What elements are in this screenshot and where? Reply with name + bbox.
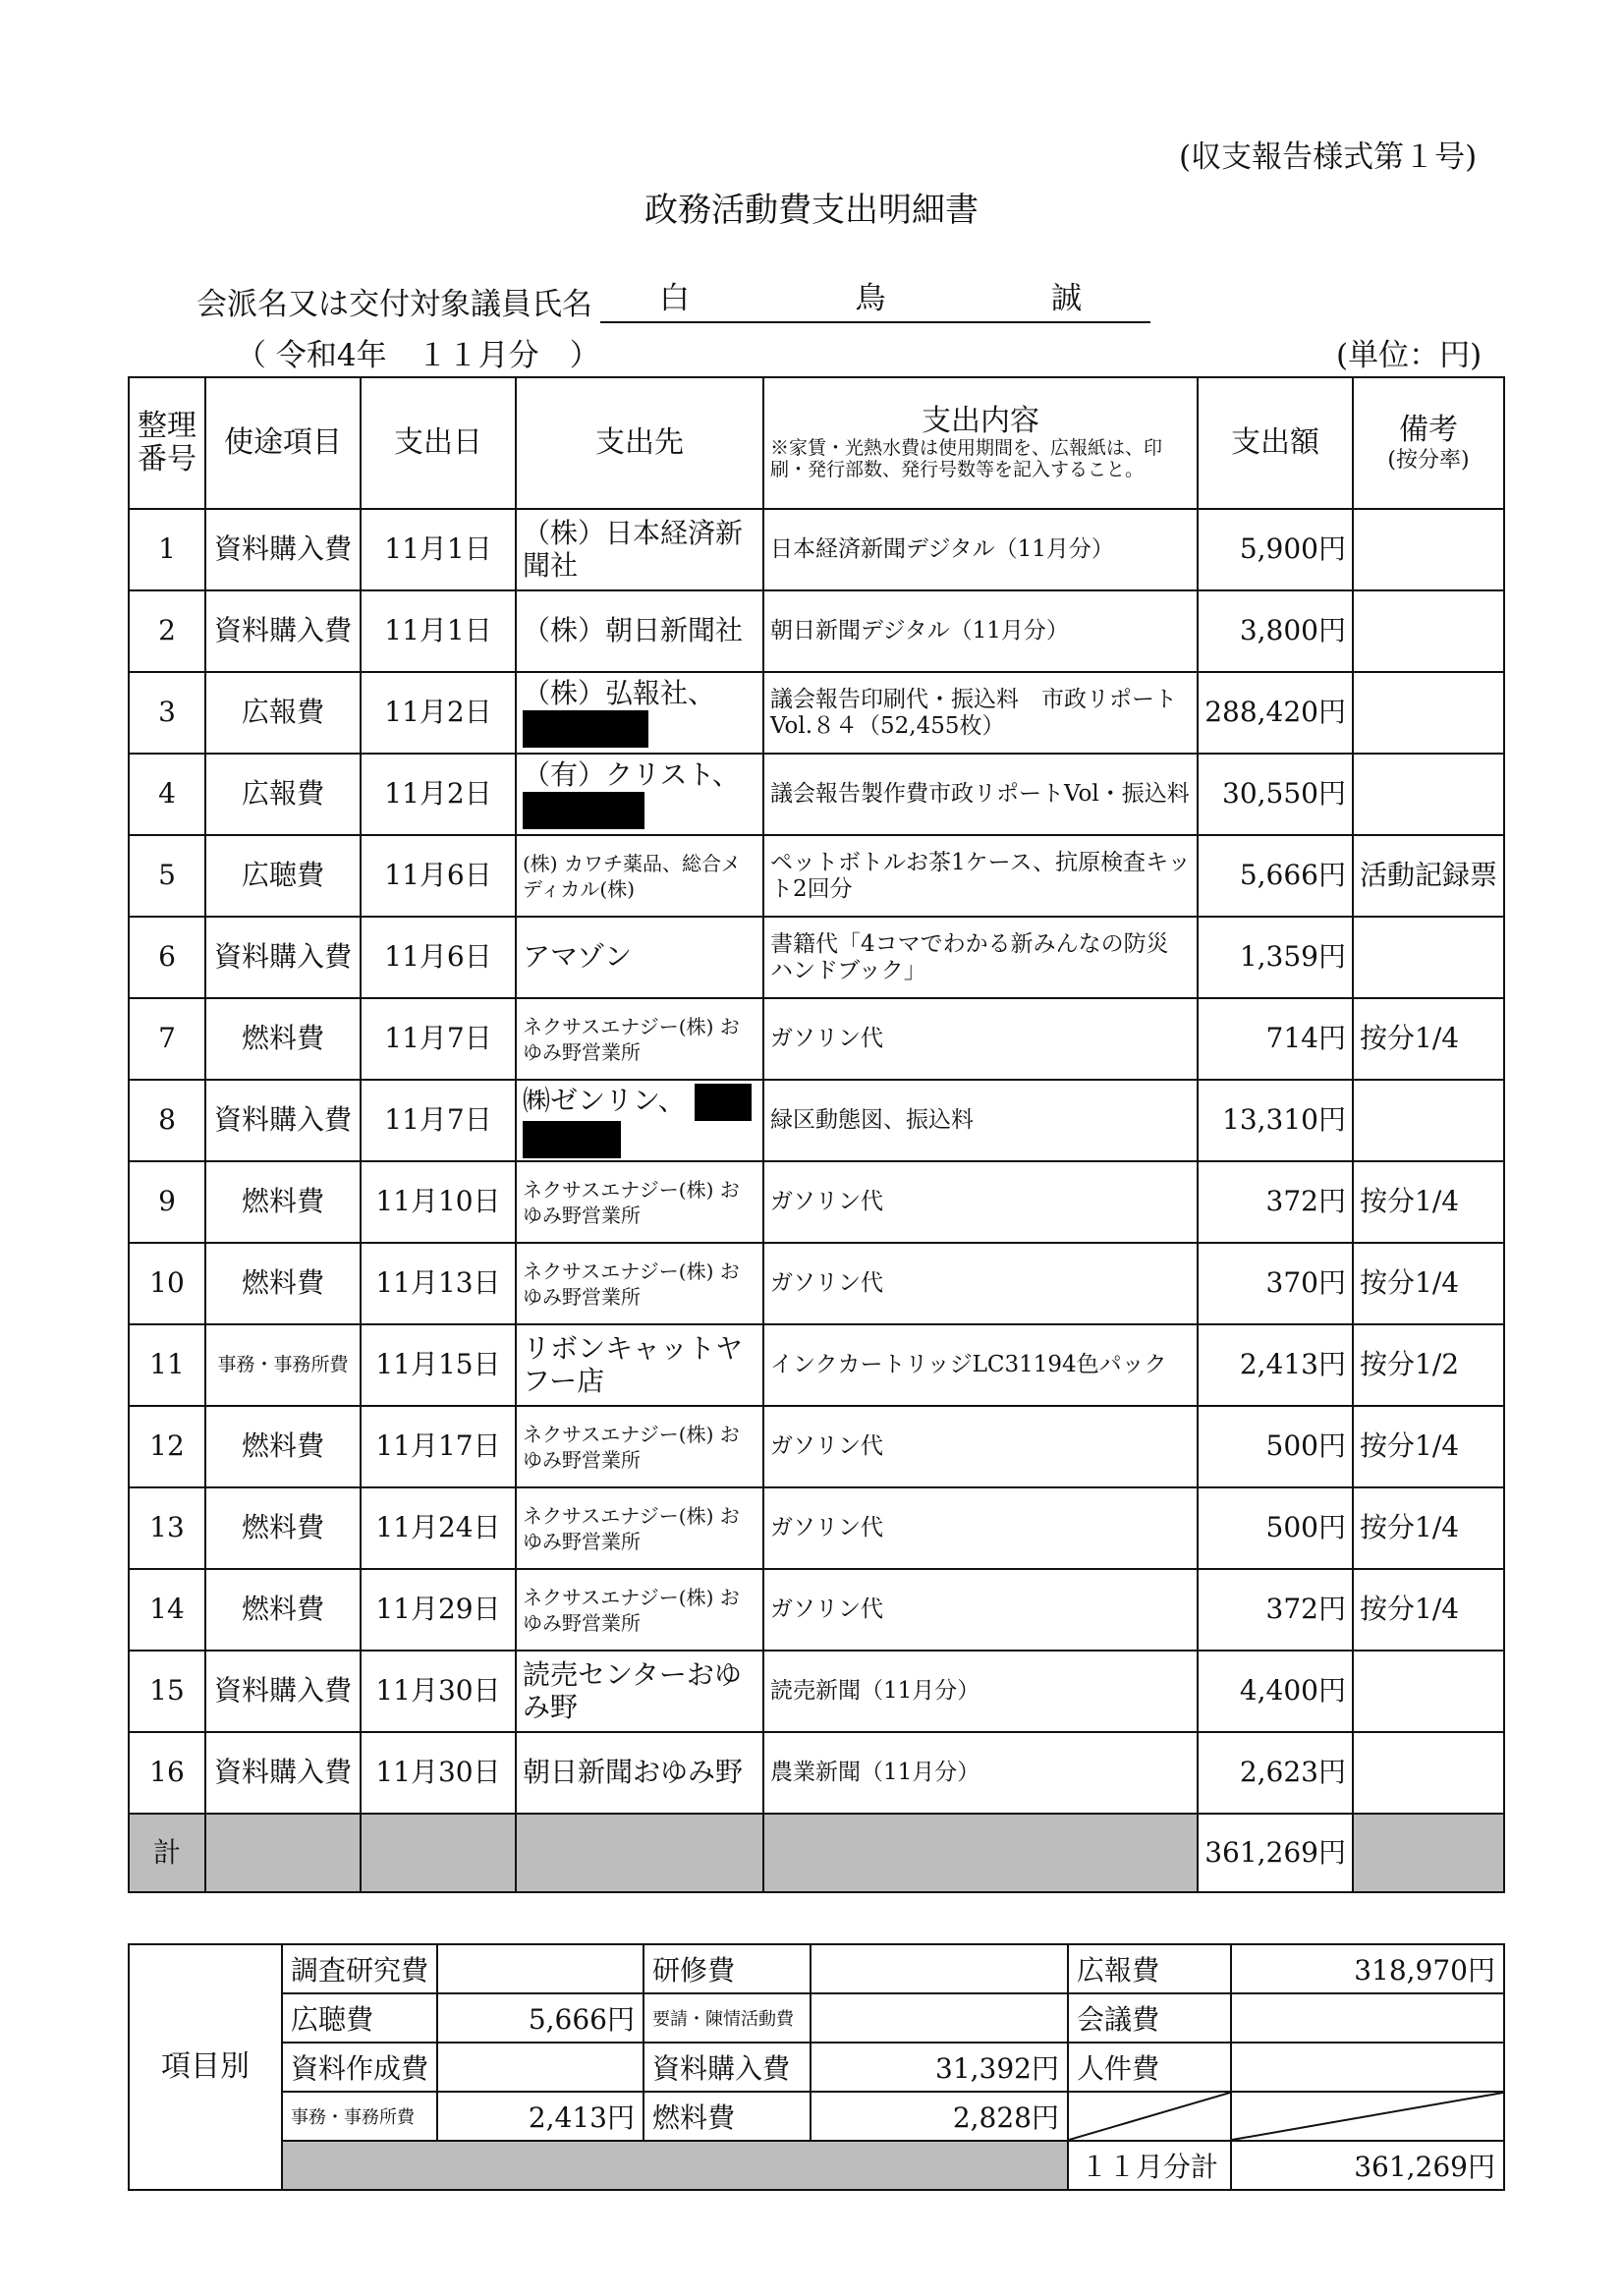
cell-amount: 1,359円 xyxy=(1198,917,1353,998)
cell-amount: 30,550円 xyxy=(1198,754,1353,835)
cell-date: 11月6日 xyxy=(361,917,516,998)
category-value xyxy=(437,2043,644,2092)
cell-remarks: 按分1/2 xyxy=(1353,1324,1504,1406)
cell-remarks xyxy=(1353,754,1504,835)
cell-date: 11月2日 xyxy=(361,754,516,835)
member-label: 会派名又は交付対象議員氏名 xyxy=(196,287,592,322)
cell-purpose: 広報費 xyxy=(205,672,361,754)
shaded-cell xyxy=(282,2141,1068,2190)
cell-payee: 読売センターおゆみ野 xyxy=(516,1651,763,1732)
cell-remarks xyxy=(1353,917,1504,998)
category-value: 2,413円 xyxy=(437,2092,644,2141)
cell-date: 11月24日 xyxy=(361,1487,516,1569)
cell-payee: ネクサスエナジー(株) おゆみ野営業所 xyxy=(516,1406,763,1487)
header-payee: 支出先 xyxy=(516,377,763,509)
cell-desc: ガソリン代 xyxy=(763,1487,1198,1569)
cell-amount: 13,310円 xyxy=(1198,1080,1353,1161)
category-label: 調査研究費 xyxy=(282,1944,437,1993)
shaded-cell xyxy=(361,1814,516,1892)
cell-amount: 5,900円 xyxy=(1198,509,1353,590)
cell-amount: 2,623円 xyxy=(1198,1732,1353,1814)
cell-desc: 緑区動態図、振込料 xyxy=(763,1080,1198,1161)
form-number: (収支報告様式第１号) xyxy=(1179,140,1478,175)
category-row xyxy=(129,2092,1504,2141)
cell-payee: ネクサスエナジー(株) おゆみ野営業所 xyxy=(516,1487,763,1569)
cell-remarks: 按分1/4 xyxy=(1353,1569,1504,1651)
cell-desc: ガソリン代 xyxy=(763,1569,1198,1651)
table-row xyxy=(129,1324,1504,1406)
category-summary-table xyxy=(128,1943,1505,2191)
cell-date: 11月1日 xyxy=(361,590,516,672)
redaction-box xyxy=(695,1084,752,1121)
table-row xyxy=(129,998,1504,1080)
diagonal-blank-cell xyxy=(1068,2092,1231,2141)
category-row xyxy=(129,1993,1504,2043)
cell-remarks xyxy=(1353,509,1504,590)
cell-purpose: 燃料費 xyxy=(205,1406,361,1487)
cell-amount: 3,800円 xyxy=(1198,590,1353,672)
category-row xyxy=(129,2141,1504,2190)
cell-remarks xyxy=(1353,672,1504,754)
category-label: 会議費 xyxy=(1068,1993,1231,2043)
cell-purpose: 燃料費 xyxy=(205,1487,361,1569)
payee-text: ㈱ゼンリン、 xyxy=(523,1084,686,1116)
cell-amount: 372円 xyxy=(1198,1569,1353,1651)
header-desc-title: 支出内容 xyxy=(922,403,1039,438)
table-row xyxy=(129,509,1504,590)
table-row xyxy=(129,1487,1504,1569)
member-name-char: 誠 xyxy=(1051,281,1082,316)
unit-label: (単位：円) xyxy=(1336,338,1483,373)
cell-amount: 500円 xyxy=(1198,1406,1353,1487)
header-date: 支出日 xyxy=(361,377,516,509)
total-amount: 361,269円 xyxy=(1198,1814,1353,1892)
cell-amount: 4,400円 xyxy=(1198,1651,1353,1732)
cell-purpose: 資料購入費 xyxy=(205,1732,361,1814)
cell-purpose: 事務・事務所費 xyxy=(205,1324,361,1406)
table-row xyxy=(129,1569,1504,1651)
cell-no: 14 xyxy=(129,1569,205,1651)
category-value: 318,970円 xyxy=(1231,1944,1504,1993)
cell-remarks: 按分1/4 xyxy=(1353,1161,1504,1243)
cell-no: 16 xyxy=(129,1732,205,1814)
cell-desc: 農業新聞（11月分） xyxy=(763,1732,1198,1814)
category-value xyxy=(811,1944,1068,1993)
table-row xyxy=(129,1651,1504,1732)
cell-desc: インクカートリッジLC31194色パック xyxy=(763,1324,1198,1406)
redaction-box xyxy=(523,1121,621,1158)
header-no: 整理番号 xyxy=(129,377,205,509)
cell-no: 15 xyxy=(129,1651,205,1732)
cell-amount: 5,666円 xyxy=(1198,835,1353,917)
cell-payee: ネクサスエナジー(株) おゆみ野営業所 xyxy=(516,1161,763,1243)
category-row xyxy=(129,2043,1504,2092)
cell-purpose: 広聴費 xyxy=(205,835,361,917)
cell-purpose: 資料購入費 xyxy=(205,917,361,998)
table-row xyxy=(129,754,1504,835)
cell-no: 12 xyxy=(129,1406,205,1487)
table-row xyxy=(129,1080,1504,1161)
shaded-cell xyxy=(1353,1814,1504,1892)
cell-no: 6 xyxy=(129,917,205,998)
cell-no: 3 xyxy=(129,672,205,754)
cell-remarks: 按分1/4 xyxy=(1353,1487,1504,1569)
category-label: 資料作成費 xyxy=(282,2043,437,2092)
category-label: 広報費 xyxy=(1068,1944,1231,1993)
member-name-char: 白 xyxy=(659,281,690,316)
cell-date: 11月15日 xyxy=(361,1324,516,1406)
cell-desc: 朝日新聞デジタル（11月分） xyxy=(763,590,1198,672)
cell-desc: 書籍代「4コマでわかる新みんなの防災ハンドブック」 xyxy=(763,917,1198,998)
month-total-label: １１月分計 xyxy=(1068,2141,1231,2190)
cell-payee xyxy=(516,672,763,754)
cell-purpose: 燃料費 xyxy=(205,1243,361,1324)
cell-remarks: 活動記録票 xyxy=(1353,835,1504,917)
header-amount: 支出額 xyxy=(1198,377,1353,509)
cell-desc: 読売新聞（11月分） xyxy=(763,1651,1198,1732)
payee-text: （有）クリスト、 xyxy=(523,758,740,792)
category-value xyxy=(1231,2043,1504,2092)
category-value: 31,392円 xyxy=(811,2043,1068,2092)
cell-remarks: 按分1/4 xyxy=(1353,1406,1504,1487)
header-remarks-sub: (按分率) xyxy=(1387,447,1470,473)
shaded-cell xyxy=(516,1814,763,1892)
category-value: 5,666円 xyxy=(437,1993,644,2043)
cell-remarks xyxy=(1353,1732,1504,1814)
cell-purpose: 資料購入費 xyxy=(205,1080,361,1161)
cell-purpose: 資料購入費 xyxy=(205,590,361,672)
cell-purpose: 燃料費 xyxy=(205,998,361,1080)
cell-desc: 日本経済新聞デジタル（11月分） xyxy=(763,509,1198,590)
month-total-value: 361,269円 xyxy=(1231,2141,1504,2190)
cell-date: 11月6日 xyxy=(361,835,516,917)
table-row xyxy=(129,1732,1504,1814)
cell-no: 13 xyxy=(129,1487,205,1569)
cell-purpose: 資料購入費 xyxy=(205,509,361,590)
cell-date: 11月29日 xyxy=(361,1569,516,1651)
cell-no: 5 xyxy=(129,835,205,917)
cell-desc: 議会報告印刷代・振込料 市政リポートVol.８４（52,455枚） xyxy=(763,672,1198,754)
table-row xyxy=(129,1161,1504,1243)
cell-remarks xyxy=(1353,590,1504,672)
shaded-cell xyxy=(205,1814,361,1892)
cell-amount: 372円 xyxy=(1198,1161,1353,1243)
cell-payee xyxy=(516,1080,763,1161)
category-label: 人件費 xyxy=(1068,2043,1231,2092)
cell-purpose: 広報費 xyxy=(205,754,361,835)
cell-payee xyxy=(516,754,763,835)
cell-date: 11月1日 xyxy=(361,509,516,590)
cell-payee: （株）日本経済新聞社 xyxy=(516,509,763,590)
cell-date: 11月30日 xyxy=(361,1732,516,1814)
cell-amount: 500円 xyxy=(1198,1487,1353,1569)
header-desc xyxy=(763,377,1198,509)
redaction-box xyxy=(523,792,644,829)
cell-purpose: 燃料費 xyxy=(205,1569,361,1651)
cell-date: 11月7日 xyxy=(361,1080,516,1161)
cell-payee: ネクサスエナジー(株) おゆみ野営業所 xyxy=(516,1243,763,1324)
table-header-row xyxy=(129,377,1504,509)
cell-purpose: 燃料費 xyxy=(205,1161,361,1243)
cell-date: 11月10日 xyxy=(361,1161,516,1243)
table-row xyxy=(129,590,1504,672)
cell-date: 11月7日 xyxy=(361,998,516,1080)
header-remarks xyxy=(1353,377,1504,509)
header-remarks-title: 備考 xyxy=(1399,413,1458,448)
table-row xyxy=(129,672,1504,754)
cell-remarks: 按分1/4 xyxy=(1353,1243,1504,1324)
table-row xyxy=(129,835,1504,917)
payee-text: （株）弘報社、 xyxy=(523,677,716,710)
cell-payee: (株) カワチ薬品、総合メディカル(株) xyxy=(516,835,763,917)
cell-no: 2 xyxy=(129,590,205,672)
member-row xyxy=(196,273,1150,323)
redaction-box xyxy=(523,710,648,748)
shaded-cell xyxy=(763,1814,1198,1892)
document-title: 政務活動費支出明細書 xyxy=(644,191,979,230)
cell-amount: 370円 xyxy=(1198,1243,1353,1324)
diagonal-blank-cell xyxy=(1231,2092,1504,2141)
cell-remarks: 按分1/4 xyxy=(1353,998,1504,1080)
cell-no: 8 xyxy=(129,1080,205,1161)
cell-desc: ペットボトルお茶1ケース、抗原検査キット2回分 xyxy=(763,835,1198,917)
cell-amount: 288,420円 xyxy=(1198,672,1353,754)
cell-amount: 2,413円 xyxy=(1198,1324,1353,1406)
member-name xyxy=(600,273,1150,323)
cell-payee: ネクサスエナジー(株) おゆみ野営業所 xyxy=(516,998,763,1080)
category-value xyxy=(811,1993,1068,2043)
cell-amount: 714円 xyxy=(1198,998,1353,1080)
cell-payee: （株）朝日新聞社 xyxy=(516,590,763,672)
cell-desc: ガソリン代 xyxy=(763,998,1198,1080)
member-name-char: 鳥 xyxy=(855,281,886,316)
cell-purpose: 資料購入費 xyxy=(205,1651,361,1732)
cell-desc: 議会報告製作費市政リポートVol・振込料 xyxy=(763,754,1198,835)
cell-remarks xyxy=(1353,1651,1504,1732)
header-purpose: 使途項目 xyxy=(205,377,361,509)
category-value xyxy=(1231,1993,1504,2043)
cell-no: 9 xyxy=(129,1161,205,1243)
cell-no: 11 xyxy=(129,1324,205,1406)
cell-no: 1 xyxy=(129,509,205,590)
category-label: 研修費 xyxy=(644,1944,811,1993)
table-row xyxy=(129,1406,1504,1487)
table-row xyxy=(129,1243,1504,1324)
cell-payee: アマゾン xyxy=(516,917,763,998)
cell-no: 7 xyxy=(129,998,205,1080)
cell-remarks xyxy=(1353,1080,1504,1161)
table-row xyxy=(129,917,1504,998)
cell-payee: 朝日新聞おゆみ野 xyxy=(516,1732,763,1814)
category-label: 燃料費 xyxy=(644,2092,811,2141)
total-label: 計 xyxy=(129,1814,205,1892)
category-row xyxy=(129,1944,1504,1993)
cell-desc: ガソリン代 xyxy=(763,1243,1198,1324)
cell-date: 11月30日 xyxy=(361,1651,516,1732)
expense-table xyxy=(128,376,1505,1893)
category-label: 事務・事務所費 xyxy=(282,2092,437,2141)
total-row xyxy=(129,1814,1504,1892)
period: （ 令和4年 １１月分 ） xyxy=(236,338,600,373)
cell-desc: ガソリン代 xyxy=(763,1161,1198,1243)
cell-no: 10 xyxy=(129,1243,205,1324)
cell-payee: ネクサスエナジー(株) おゆみ野営業所 xyxy=(516,1569,763,1651)
category-value: 2,828円 xyxy=(811,2092,1068,2141)
cell-desc: ガソリン代 xyxy=(763,1406,1198,1487)
cell-date: 11月17日 xyxy=(361,1406,516,1487)
cell-date: 11月13日 xyxy=(361,1243,516,1324)
category-value xyxy=(437,1944,644,1993)
category-side-label: 項目別 xyxy=(129,1944,282,2190)
category-label: 広聴費 xyxy=(282,1993,437,2043)
cell-payee: リボンキャットヤフー店 xyxy=(516,1324,763,1406)
header-desc-note: ※家賃・光熱水費は使用期間を、広報紙は、印刷・発行部数、発行号数等を記入すること。 xyxy=(770,437,1163,481)
category-label: 資料購入費 xyxy=(644,2043,811,2092)
category-label: 要請・陳情活動費 xyxy=(644,1993,811,2043)
cell-no: 4 xyxy=(129,754,205,835)
cell-date: 11月2日 xyxy=(361,672,516,754)
